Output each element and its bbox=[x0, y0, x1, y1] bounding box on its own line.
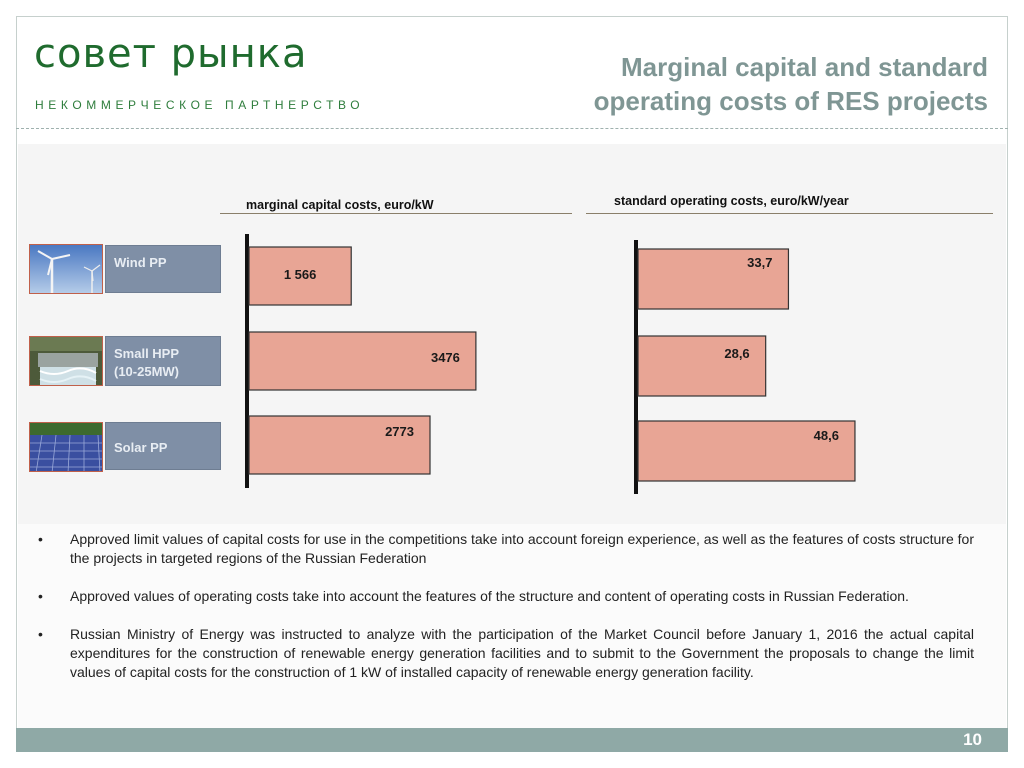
notes-list bbox=[38, 530, 974, 701]
page-number: 10 bbox=[963, 730, 982, 749]
list-item bbox=[38, 587, 974, 606]
header-divider bbox=[16, 128, 1008, 129]
bar-value-label: 2773 bbox=[385, 424, 415, 439]
logo-wordmark: совет рынка bbox=[34, 31, 308, 77]
bar-value-label: 28,6 bbox=[724, 346, 750, 361]
category-label-line: Small HPP bbox=[114, 346, 180, 361]
category-label-line: Solar PP bbox=[114, 440, 168, 455]
bullet-text: Approved values of operating costs take into account the features of the structure and content of operating costs in Russian Federation. bbox=[70, 588, 909, 604]
category-label-line: (10-25MW) bbox=[114, 364, 180, 379]
solar-panels-photo bbox=[29, 422, 103, 472]
operating-costs-chart bbox=[628, 230, 888, 498]
category-label-solar bbox=[105, 422, 221, 470]
capital-costs-chart bbox=[238, 228, 498, 493]
bar-value-label: 1 566 bbox=[283, 267, 317, 282]
bullet-text: Russian Ministry of Energy was instructed to analyze with the participation of the Market Council before January 1, 2016 the actual capital expenditures for the construction of renewable energy generation facilities and to submit to the Government the proposals to change the limit values of capital costs for the construction of 1 kW of installed capacity of renewable energy generation facility. bbox=[70, 626, 974, 680]
footer-bar bbox=[16, 728, 1008, 752]
category-label-line: Wind PP bbox=[114, 255, 167, 270]
bullet-marker: • bbox=[38, 626, 43, 642]
category-label-small-hpp bbox=[105, 336, 221, 386]
page-title-line-1: Marginal capital and standard bbox=[621, 52, 988, 82]
bar-value-label: 3476 bbox=[430, 350, 460, 365]
wind-farm-photo bbox=[29, 244, 103, 294]
list-item bbox=[38, 530, 974, 568]
chart-title-operating: standard operating costs, euro/kW/year bbox=[614, 194, 849, 208]
chart-title-underline bbox=[220, 213, 572, 214]
bar-value-label: 48,6 bbox=[813, 428, 839, 443]
category-label-wind bbox=[105, 245, 221, 293]
bullet-marker: • bbox=[38, 531, 43, 547]
chart-title-underline bbox=[586, 213, 993, 214]
page-title bbox=[528, 50, 988, 118]
hydro-plant-photo bbox=[29, 336, 103, 386]
bullet-text: Approved limit values of capital costs for use in the competitions take into account foreign experience, as well as the features of costs structure for the projects in targeted regions of the Russian Federation bbox=[70, 531, 974, 566]
bullet-marker: • bbox=[38, 588, 43, 604]
chart-title-capital: marginal capital costs, euro/kW bbox=[246, 198, 434, 212]
list-item bbox=[38, 625, 974, 682]
bar-value-label: 33,7 bbox=[747, 255, 773, 270]
logo-subtitle: НЕКОММЕРЧЕСКОЕ ПАРТНЕРСТВО bbox=[35, 98, 365, 112]
page-title-line-2: operating costs of RES projects bbox=[593, 86, 988, 116]
bar bbox=[638, 336, 766, 396]
